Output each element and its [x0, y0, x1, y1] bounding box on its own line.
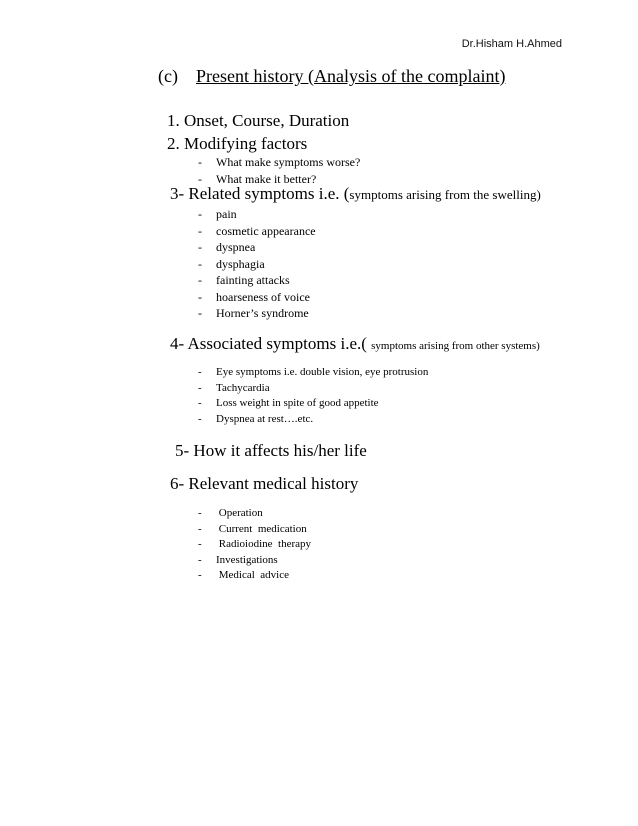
item-how-it-affects: 5- How it affects his/her life	[175, 441, 367, 460]
list-item-text: Loss weight in spite of good appetite	[216, 397, 379, 409]
list-item	[198, 537, 311, 553]
bullet-dash: -	[198, 273, 202, 287]
bullet-dash: -	[198, 366, 202, 378]
section-label: (c)	[158, 66, 178, 86]
item-associated-symptoms	[170, 334, 540, 354]
list-item	[198, 381, 428, 397]
list-item-text: pain	[216, 207, 237, 221]
bullet-dash: -	[198, 522, 202, 535]
list-item	[198, 256, 316, 273]
bullet-dash: -	[198, 207, 202, 221]
list-item-text: What make symptoms worse?	[216, 155, 361, 169]
list-item-text: Horner’s syndrome	[216, 306, 309, 320]
list-item-text: Medical advice	[216, 569, 289, 581]
list-item	[198, 506, 311, 522]
list-item	[198, 154, 360, 171]
list-item	[198, 206, 316, 223]
associated-symptoms-note: symptoms arising from other systems)	[371, 340, 540, 352]
item-related-symptoms	[170, 184, 541, 204]
list-item-text: hoarseness of voice	[216, 289, 310, 304]
list-item	[198, 568, 311, 584]
modifying-factors-list	[198, 154, 360, 187]
list-item	[198, 553, 311, 569]
item-modifying-factors: 2. Modifying factors	[167, 134, 308, 153]
list-item-text: Dyspnea at rest….etc.	[216, 412, 314, 425]
related-symptoms-note: symptoms arising from the swelling)	[349, 187, 541, 202]
list-item-text: cosmetic appearance	[216, 223, 316, 238]
list-item-text: Eye symptoms i.e. double vision, eye protrusion	[216, 366, 429, 378]
bullet-dash: -	[198, 223, 202, 238]
bullet-dash: -	[198, 553, 202, 566]
list-item	[198, 223, 316, 240]
section-heading	[158, 66, 505, 87]
bullet-dash: -	[198, 256, 202, 271]
bullet-dash: -	[198, 381, 202, 394]
list-item	[198, 272, 316, 289]
list-item-text: dysphagia	[216, 256, 265, 271]
list-item-text: Current medication	[216, 522, 307, 535]
relevant-history-list	[198, 506, 311, 584]
bullet-dash: -	[198, 507, 202, 519]
bullet-dash: -	[198, 155, 202, 169]
bullet-dash: -	[198, 306, 202, 320]
bullet-dash: -	[198, 289, 202, 304]
item-relevant-medical-history: 6- Relevant medical history	[170, 474, 359, 493]
associated-symptoms-list	[198, 365, 428, 427]
list-item-text: dyspnea	[216, 240, 256, 254]
list-item-text: What make it better?	[216, 171, 317, 186]
list-item-text: Tachycardia	[216, 381, 270, 394]
header-author: Dr.Hisham H.Ahmed	[461, 38, 562, 50]
list-item	[198, 396, 428, 412]
list-item	[198, 305, 316, 322]
list-item	[198, 412, 428, 428]
item-onset: 1. Onset, Course, Duration	[167, 111, 350, 130]
related-symptoms-heading: 3- Related symptoms i.e. (	[170, 184, 350, 203]
bullet-dash: -	[198, 240, 202, 254]
bullet-dash: -	[198, 569, 202, 581]
list-item	[198, 365, 428, 381]
list-item-text: fainting attacks	[216, 273, 290, 287]
related-symptoms-list	[198, 206, 316, 322]
list-item	[198, 522, 311, 538]
list-item-text: Operation	[216, 507, 263, 519]
section-title: Present history (Analysis of the complaint)	[196, 66, 506, 86]
associated-symptoms-heading: 4- Associated symptoms i.e.(	[170, 334, 372, 353]
bullet-dash: -	[198, 538, 202, 550]
list-item	[198, 239, 316, 256]
list-item	[198, 289, 316, 306]
bullet-dash: -	[198, 171, 202, 186]
bullet-dash: -	[198, 397, 202, 409]
list-item-text: Radioiodine therapy	[216, 538, 312, 550]
bullet-dash: -	[198, 412, 202, 425]
list-item-text: Investigations	[216, 553, 278, 566]
